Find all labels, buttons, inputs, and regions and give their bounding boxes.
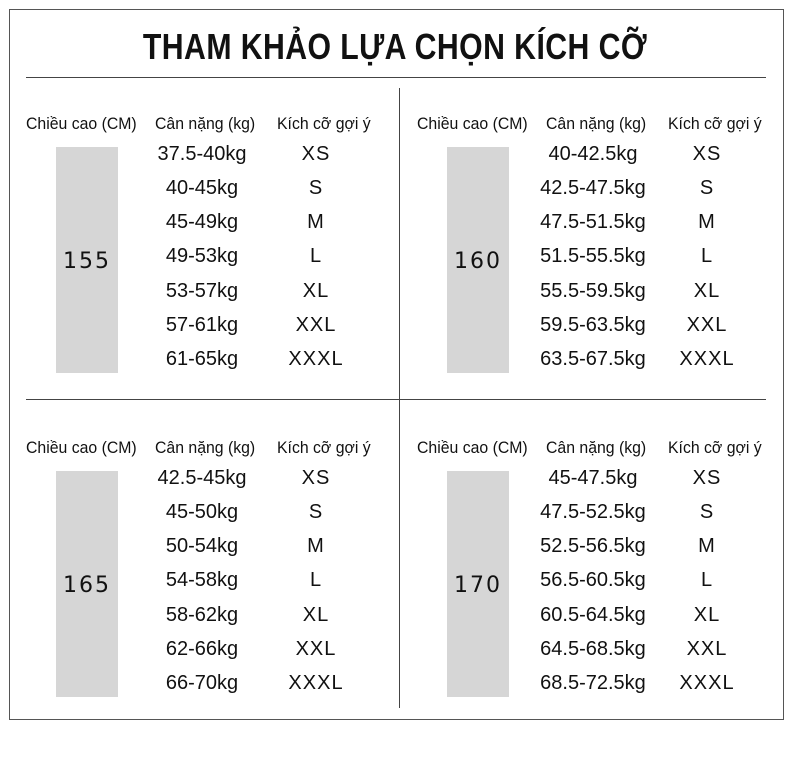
height-value: 160 (454, 249, 502, 274)
table-row (9, 670, 399, 700)
size-block-170 (400, 418, 790, 718)
table-row (9, 533, 399, 563)
table-row (9, 636, 399, 666)
table-row (400, 141, 790, 171)
table-row (9, 312, 399, 342)
size-label: XL (693, 280, 721, 302)
table-row (400, 243, 790, 273)
table-row (400, 602, 790, 632)
weight-range: 45-50kg (165, 501, 239, 523)
size-block-165 (9, 418, 399, 718)
size-label: M (698, 535, 716, 557)
horizontal-divider (26, 399, 766, 400)
weight-range: 59.5-63.5kg (540, 314, 646, 336)
title-divider (26, 77, 766, 78)
weight-range: 54-58kg (165, 569, 239, 591)
size-label: XXXL (288, 348, 344, 370)
size-label: L (700, 569, 714, 591)
size-label: M (307, 535, 325, 557)
weight-range: 66-70kg (165, 672, 239, 694)
weight-range: 55.5-59.5kg (540, 280, 646, 302)
size-label: XXXL (679, 348, 735, 370)
weight-range: 50-54kg (165, 535, 239, 557)
size-label: L (309, 569, 323, 591)
weight-range: 60.5-64.5kg (540, 604, 646, 626)
weight-range: 45-49kg (165, 211, 239, 233)
table-row (9, 346, 399, 376)
weight-range: 63.5-67.5kg (540, 348, 646, 370)
height-value: 165 (63, 573, 111, 598)
weight-range: 64.5-68.5kg (540, 638, 646, 660)
weight-range: 58-62kg (165, 604, 239, 626)
weight-range: 49-53kg (165, 245, 239, 267)
weight-range: 61-65kg (165, 348, 239, 370)
size-label: XXL (686, 314, 728, 336)
weight-range: 47.5-52.5kg (540, 501, 646, 523)
weight-range: 52.5-56.5kg (540, 535, 646, 557)
height-column-header: Chiều cao (CM) (417, 114, 528, 133)
table-row (400, 278, 790, 308)
height-value: 155 (63, 249, 111, 274)
weight-range: 45-47.5kg (548, 467, 638, 489)
height-column-header: Chiều cao (CM) (417, 438, 528, 457)
table-row (400, 499, 790, 529)
table-row (400, 636, 790, 666)
table-row (400, 465, 790, 495)
weight-range: 42.5-45kg (157, 467, 247, 489)
page-title: THAM KHẢO LỰA CHỌN KÍCH CỠ (142, 26, 648, 67)
size-label: XL (302, 604, 330, 626)
table-row (9, 499, 399, 529)
table-row (400, 346, 790, 376)
height-column-header: Chiều cao (CM) (26, 438, 137, 457)
table-row (9, 465, 399, 495)
weight-range: 57-61kg (165, 314, 239, 336)
size-label: S (699, 177, 715, 199)
size-label: XXL (295, 638, 337, 660)
table-row (9, 175, 399, 205)
table-row (9, 602, 399, 632)
size-label: XS (301, 143, 331, 165)
weight-column-header: Cân nặng (kg) (546, 438, 647, 457)
table-row (9, 141, 399, 171)
weight-range: 53-57kg (165, 280, 239, 302)
size-label: S (699, 501, 715, 523)
table-row (9, 243, 399, 273)
table-row (400, 567, 790, 597)
size-label: S (308, 501, 324, 523)
weight-range: 56.5-60.5kg (540, 569, 646, 591)
size-label: L (700, 245, 714, 267)
size-label: M (307, 211, 325, 233)
size-label: XL (693, 604, 721, 626)
size-label: S (308, 177, 324, 199)
size-label: XS (301, 467, 331, 489)
weight-range: 51.5-55.5kg (540, 245, 646, 267)
size-column-header: Kích cỡ gợi ý (668, 438, 762, 457)
table-row (9, 567, 399, 597)
weight-range: 42.5-47.5kg (540, 177, 646, 199)
table-row (400, 209, 790, 239)
size-label: XXL (686, 638, 728, 660)
size-label: XXXL (679, 672, 735, 694)
size-label: XXL (295, 314, 337, 336)
height-value: 170 (454, 573, 502, 598)
weight-column-header: Cân nặng (kg) (155, 114, 256, 133)
table-row (400, 670, 790, 700)
size-label: XL (302, 280, 330, 302)
weight-range: 37.5-40kg (157, 143, 247, 165)
size-column-header: Kích cỡ gợi ý (668, 114, 762, 133)
size-block-155 (9, 94, 399, 394)
weight-column-header: Cân nặng (kg) (546, 114, 647, 133)
size-label: XXXL (288, 672, 344, 694)
size-label: L (309, 245, 323, 267)
table-row (400, 533, 790, 563)
weight-range: 62-66kg (165, 638, 239, 660)
table-row (9, 278, 399, 308)
size-label: M (698, 211, 716, 233)
size-column-header: Kích cỡ gợi ý (277, 438, 371, 457)
size-label: XS (692, 143, 722, 165)
table-row (400, 175, 790, 205)
weight-range: 40-45kg (165, 177, 239, 199)
table-row (9, 209, 399, 239)
size-block-160 (400, 94, 790, 394)
size-column-header: Kích cỡ gợi ý (277, 114, 371, 133)
height-column-header: Chiều cao (CM) (26, 114, 137, 133)
weight-range: 47.5-51.5kg (540, 211, 646, 233)
table-row (400, 312, 790, 342)
weight-column-header: Cân nặng (kg) (155, 438, 256, 457)
size-label: XS (692, 467, 722, 489)
weight-range: 68.5-72.5kg (540, 672, 646, 694)
weight-range: 40-42.5kg (548, 143, 638, 165)
